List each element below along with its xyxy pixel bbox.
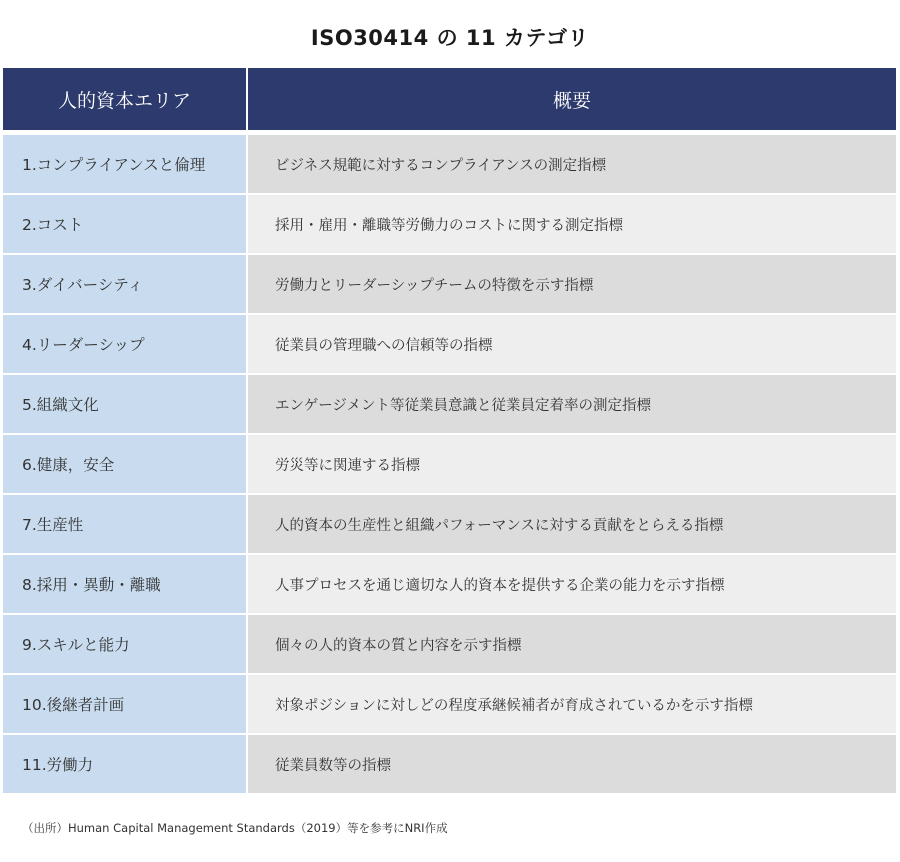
row-area: 3.ダイバーシティ (3, 255, 246, 313)
row-area: 5.組織文化 (3, 375, 246, 433)
row-area: 4.リーダーシップ (3, 315, 246, 373)
row-summary: 対象ポジションに対しどの程度承継候補者が育成されているかを示す指標 (248, 675, 896, 733)
row-area: 8.採用・異動・離職 (3, 555, 246, 613)
row-summary: ビジネス規範に対するコンプライアンスの測定指標 (248, 135, 896, 193)
row-area: 6.健康，安全 (3, 435, 246, 493)
row-area: 10.後継者計画 (3, 675, 246, 733)
row-area: 9.スキルと能力 (3, 615, 246, 673)
row-summary: 個々の人的資本の質と内容を示す指標 (248, 615, 896, 673)
row-summary: 労働力とリーダーシップチームの特徴を示す指標 (248, 255, 896, 313)
row-summary: 従業員の管理職への信頼等の指標 (248, 315, 896, 373)
header-summary: 概要 (248, 68, 896, 130)
header-area: 人的資本エリア (3, 68, 246, 130)
row-area: 11.労働力 (3, 735, 246, 793)
row-area: 7.生産性 (3, 495, 246, 553)
row-summary: 採用・雇用・離職等労働力のコストに関する測定指標 (248, 195, 896, 253)
categories-table (3, 68, 896, 795)
row-summary: 従業員数等の指標 (248, 735, 896, 793)
row-summary: エンゲージメント等従業員意識と従業員定着率の測定指標 (248, 375, 896, 433)
source-note: （出所）Human Capital Management Standards（2019）等を参考にNRI作成 (22, 821, 448, 835)
page-title: ISO30414 の 11 カテゴリ (310, 26, 590, 50)
row-area: 2.コスト (3, 195, 246, 253)
row-summary: 人的資本の生産性と組織パフォーマンスに対する貢献をとらえる指標 (248, 495, 896, 553)
row-summary: 人事プロセスを通じ適切な人的資本を提供する企業の能力を示す指標 (248, 555, 896, 613)
row-area: 1.コンプライアンスと倫理 (3, 135, 246, 193)
row-summary: 労災等に関連する指標 (248, 435, 896, 493)
